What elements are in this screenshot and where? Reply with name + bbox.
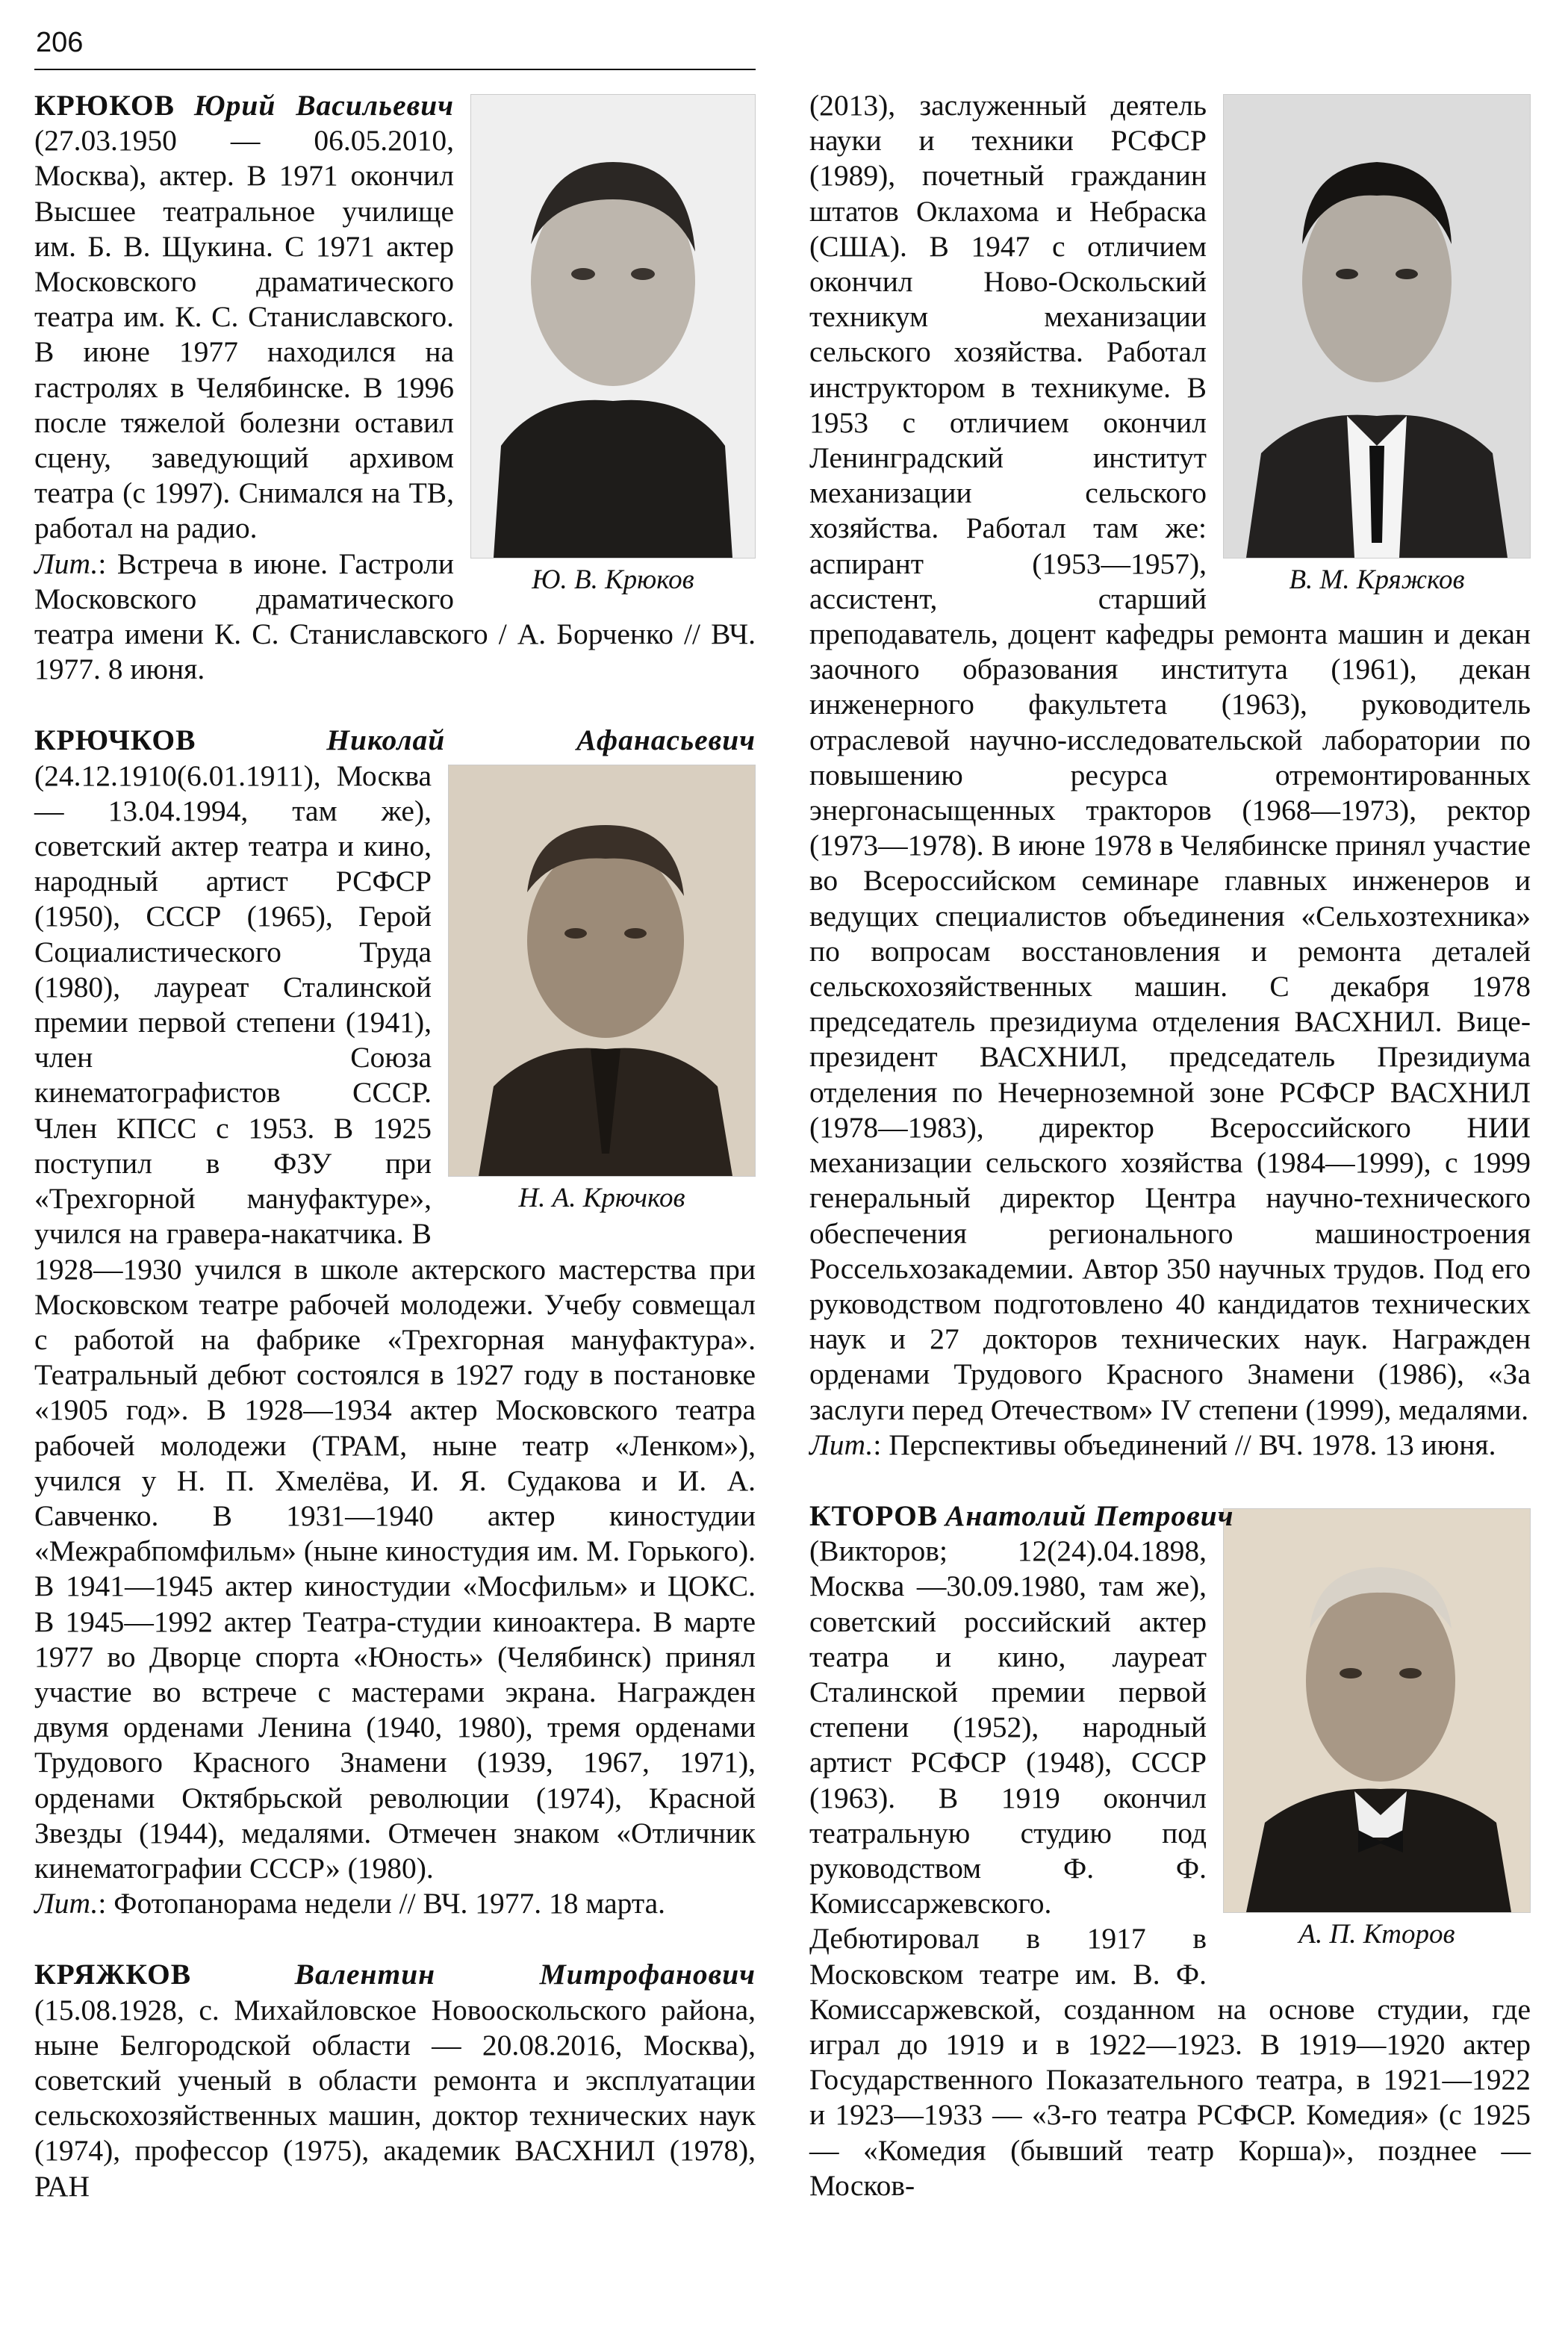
right-column [809, 88, 1531, 2203]
entry-kryukov [34, 88, 756, 687]
left-column [34, 88, 756, 2204]
entry-given-name: Николай Афанасьевич [326, 724, 756, 757]
entry-given-name: Юрий Васильевич [193, 89, 454, 122]
entry-kryazhkov-start [34, 1957, 756, 2203]
page-number: 206 [36, 27, 84, 58]
photo-kryukov [470, 94, 756, 597]
photo-kryazhkov [1223, 94, 1531, 597]
entry-given-name: Анатолий Петрович [945, 1499, 1234, 1532]
portrait-image [1223, 94, 1531, 559]
lit-label: Лит. [34, 1887, 99, 1920]
photo-caption: Н. А. Крючков [518, 1182, 685, 1213]
entry-body: (Викторов; 12(24).04.1898, Москва —30.09.1980, там же), советский российский актер театра и кино, лауреат Сталинской премии первой степени (1952), народный артист РСФСР (1948), СССР (1963). В 1919 окончил театральную студию под руководством Ф. Ф. Комиссаржевского. Дебютировал в 1917 в Московском театре им. В. Ф. Комиссаржевской, созданном на основе студии, где играл до 1919 и в 1922—1923. В 1919—1920 актер Государственного Показательного театра, в 1921—1922 и 1923—1933 — «3-го театра РСФСР. Комедия» (с 1925 — «Комедия (бывший театр Корша)», позднее — Москов- [809, 1534, 1531, 2202]
lit-reference: : Встреча в июне. Гастроли Московского драматического театра имени К. С. Станиславского / А. Борченко // ВЧ. 1977. 8 июня. [34, 547, 756, 686]
portrait-image [448, 765, 756, 1177]
photo-ktorov [1223, 1508, 1531, 1952]
photo-caption: В. М. Кряжков [1289, 564, 1465, 595]
entry-given-name: Валентин Митрофанович [294, 1958, 756, 1991]
entry-surname: КРЯЖКОВ [34, 1958, 192, 1991]
photo-caption: Ю. В. Крюков [532, 564, 694, 595]
entry-surname: КРЮКОВ [34, 89, 175, 122]
entry-ktorov [809, 1499, 1531, 2203]
lit-reference: : Перспективы объединений // ВЧ. 1978. 13 июня. [873, 1428, 1496, 1461]
lit-label: Лит. [809, 1428, 874, 1461]
entry-body: (15.08.1928, с. Михайловское Новооскольского района, ныне Белгородской области — 20.08.2016, Москва), советский ученый в области ремонта и эксплуатации сельскохозяйственных машин, доктор технических наук (1974), профессор (1975), академик ВАСХНИЛ (1978), РАН [34, 1993, 756, 2203]
header-rule [34, 69, 756, 70]
lit-reference: : Фотопанорама недели // ВЧ. 1977. 18 марта. [98, 1887, 666, 1920]
lit-label: Лит. [34, 547, 99, 580]
photo-kryuchkov [448, 765, 756, 1216]
photo-caption: А. П. Кторов [1298, 1919, 1455, 1950]
entry-surname: КРЮЧКОВ [34, 724, 196, 757]
entry-kryuchkov [34, 723, 756, 1921]
entry-kryazhkov-continued [809, 88, 1531, 1463]
portrait-image [1223, 1508, 1531, 1913]
entry-surname: КТОРОВ [809, 1499, 939, 1532]
entry-body: (24.12.1910(6.01.1911), Москва — 13.04.1994, там же), советский актер театра и кино, народный артист РСФСР (1950), СССР (1965), Герой Социалистического Труда (1980), лауреат Сталинской премии первой степени (1941), член Союза кинематографистов СССР. Член КПСС с 1953. В 1925 поступил в ФЗУ при «Трехгорной мануфактуре», учился на гравера-накатчика. В 1928—1930 учился в школе актерского мастерства при Московском театре рабочей молодежи. Учебу совмещал с работой на фабрике «Трехгорная мануфактура». Театральный дебют состоялся в 1927 году в постановке «1905 год». В 1928—1934 актер Московского театра рабочей молодежи (ТРАМ, ныне театр «Ленком»), учился у Н. П. Хмелёва, И. Я. Судакова и И. А. Савченко. В 1931—1940 актер киностудии «Межрабпомфильм» (ныне киностудия им. М. Горького). В 1941—1945 актер киностудии «Мосфильм» и ЦОКС. В 1945—1992 актер Театра-студии киноактера. В марте 1977 во Дворце спорта «Юность» (Челябинск) принял участие во встрече с мастерами экрана. Награжден двумя орденами Ленина (1940, 1980), тремя орденами Трудового Красного Знамени (1939, 1967, 1971), орденами Октябрьской революции (1974), Красной Звезды (1944), медалями. Отмечен знаком «Отличник кинематографии СССР» (1980). [34, 759, 756, 1885]
entry-body: (2013), заслуженный деятель науки и техники РСФСР (1989), почетный гражданин штатов Оклахома и Небраска (США). В 1947 с отличием окончил Ново-Оскольский техникум механизации сельского хозяйства. Работал инструктором в техникуме. В 1953 с отличием окончил Ленинградский институт механизации сельского хозяйства. Работал там же: аспирант (1953—1957), ассистент, старший преподаватель, доцент кафедры ремонта машин и декан заочного образования института (1961), декан инженерного факультета (1963), руководитель отраслевой научно-исследовательской лаборатории по повышению ресурса отремонтированных энергонасыщенных тракторов (1968—1973), ректор (1973—1978). В июне 1978 в Челябинске принял участие во Всероссийском семинаре главных инженеров и ведущих специалистов объединения «Сельхозтехника» по вопросам восстановления и ремонта деталей сельскохозяйственных машин. С декабря 1978 председатель президиума отделения ВАСХНИЛ. Вице-президент ВАСХНИЛ, председатель Президиума отделения по Нечерноземной зоне РСФСР ВАСХНИЛ (1978—1983), директор Всероссийского НИИ механизации сельского хозяйства (1984—1999), с 1999 генеральный директор Центра научно-технического обеспечения регионального машиностроения Россельхозакадемии. Автор 350 научных трудов. Под его руководством подготовлено 40 кандидатов технических наук и 27 докторов технических наук. Награжден орденами Трудового Красного Знамени (1986), «За заслуги перед Отечеством» IV степени (1999), медалями. [809, 89, 1531, 1426]
entry-body: (27.03.1950 — 06.05.2010, Москва), актер. В 1971 окончил Высшее театральное училище им. Б. В. Щукина. С 1971 актер Московского драматического театра им. К. С. Станиславского. В июне 1977 находился на гастролях в Челябинске. В 1996 после тяжелой болезни оставил сцену, заведующий архивом театра (с 1997). Снимался на ТВ, работал на радио. [34, 124, 454, 545]
portrait-image [470, 94, 756, 559]
